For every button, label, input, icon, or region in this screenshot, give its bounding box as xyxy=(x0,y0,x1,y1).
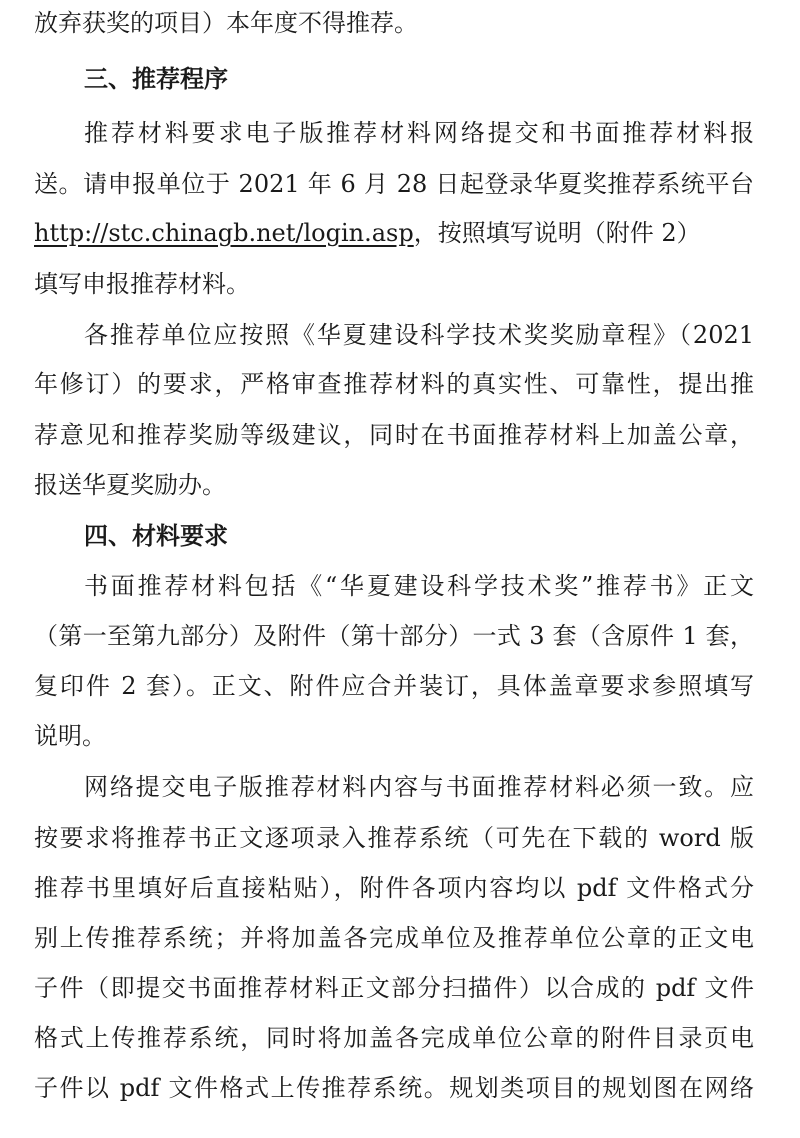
paragraph-line: 推荐材料要求电子版推荐材料网络提交和书面推荐材料报 xyxy=(84,119,754,147)
paragraph-line: 填写申报推荐材料。 xyxy=(34,270,250,298)
paragraph-line: 报送华夏奖励办。 xyxy=(34,471,226,499)
login-url-link[interactable]: http://stc.chinagb.net/login.asp xyxy=(34,219,414,247)
paragraph-text: ，按照填写说明（附件 2） xyxy=(413,219,701,247)
paragraph-line: 推荐书里填好后直接粘贴），附件各项内容均以 pdf 文件格式分 xyxy=(34,874,754,902)
paragraph-line: 荐意见和推荐奖励等级建议，同时在书面推荐材料上加盖公章， xyxy=(34,421,754,449)
paragraph-line: 复印件 2 套）。正文、附件应合并装订，具体盖章要求参照填写 xyxy=(34,672,754,700)
section-heading-materials: 四、材料要求 xyxy=(84,522,228,550)
paragraph-line: 网络提交电子版推荐材料内容与书面推荐材料必须一致。应 xyxy=(84,773,754,801)
paragraph-line: 格式上传推荐系统，同时将加盖各完成单位公章的附件目录页电 xyxy=(34,1024,754,1052)
paragraph-line: 说明。 xyxy=(34,722,106,750)
paragraph-line: （第一至第九部分）及附件（第十部分）一式 3 套（含原件 1 套， xyxy=(34,622,754,650)
paragraph-line: 送。请申报单位于 2021 年 6 月 28 日起登录华夏奖推荐系统平台 xyxy=(34,170,754,198)
paragraph-line: 子件以 pdf 文件格式上传推荐系统。规划类项目的规划图在网络 xyxy=(34,1074,754,1102)
paragraph-line: 按要求将推荐书正文逐项录入推荐系统（可先在下载的 word 版 xyxy=(34,824,754,852)
paragraph-line: 子件（即提交书面推荐材料正文部分扫描件）以合成的 pdf 文件 xyxy=(34,974,754,1002)
section-heading-procedure: 三、推荐程序 xyxy=(84,65,228,93)
paragraph-line-with-link xyxy=(34,213,754,253)
paragraph-line: 年修订）的要求，严格审查推荐材料的真实性、可靠性，提出推 xyxy=(34,370,754,398)
paragraph-line: 各推荐单位应按照《华夏建设科学技术奖奖励章程》（2021 xyxy=(84,321,754,349)
paragraph-line: 别上传推荐系统；并将加盖各完成单位及推荐单位公章的正文电 xyxy=(34,924,754,952)
paragraph-line: 放弃获奖的项目）本年度不得推荐。 xyxy=(34,9,418,37)
paragraph-line: 书面推荐材料包括《“华夏建设科学技术奖”推荐书》正文 xyxy=(84,572,754,600)
